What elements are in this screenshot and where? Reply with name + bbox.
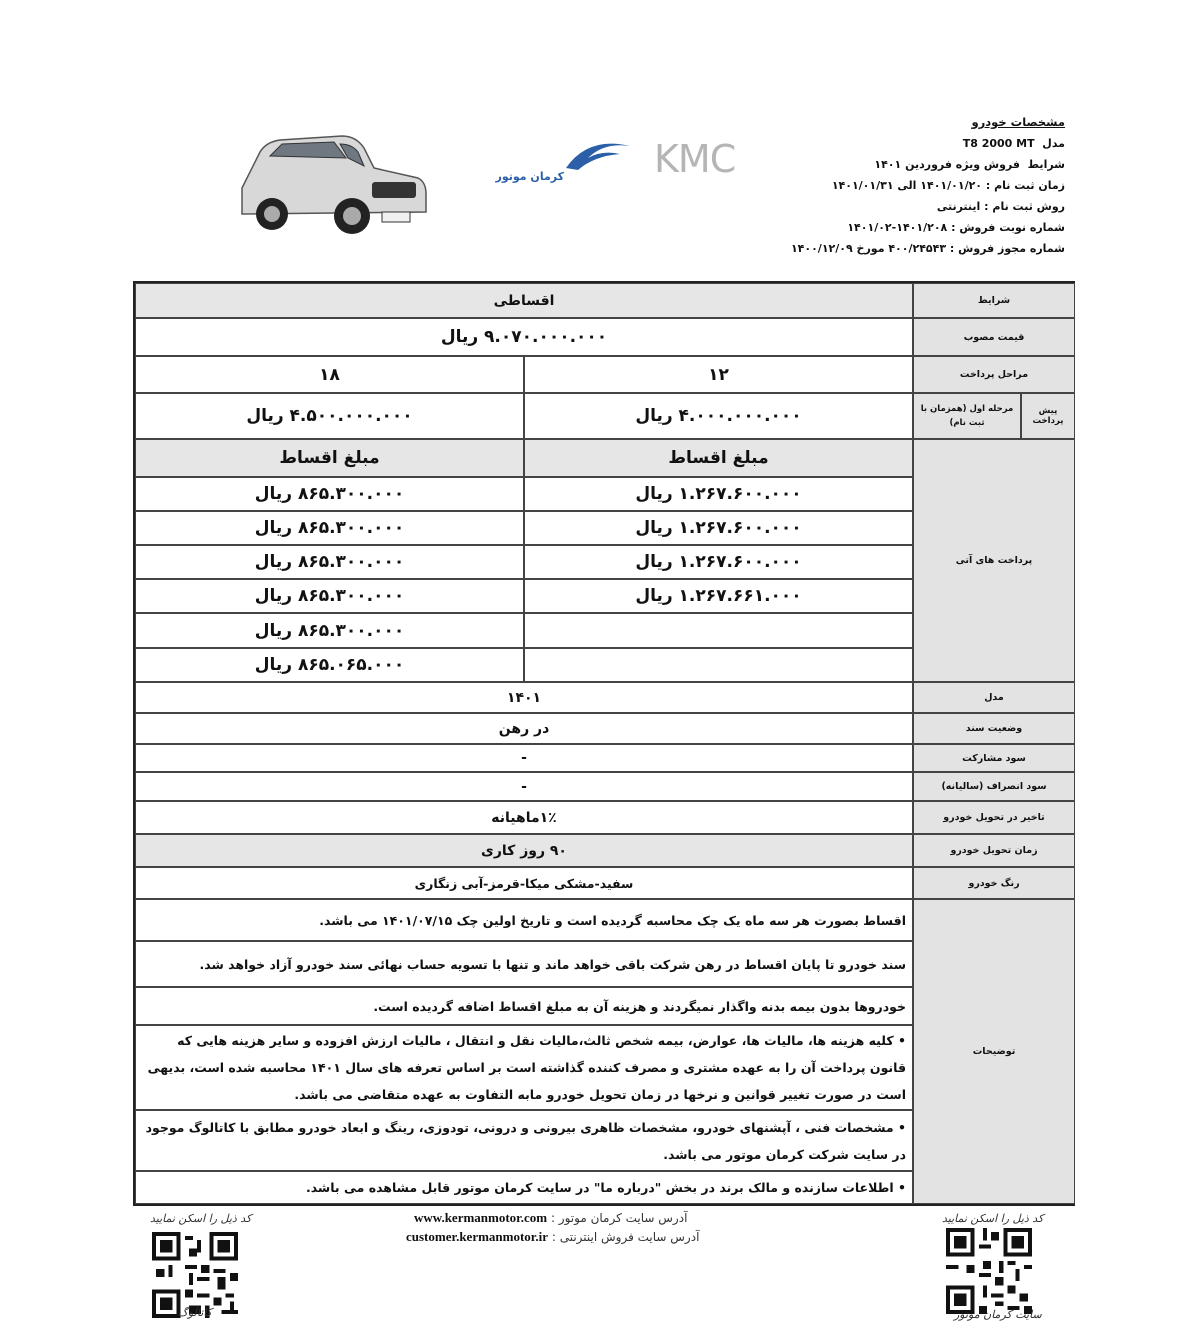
- label-delivery-time: زمان تحویل خودرو: [913, 834, 1075, 867]
- site-address-label: آدرس سایت کرمان موتور :: [550, 1211, 688, 1225]
- catalog-qr-caption: کاتالوگ: [178, 1306, 212, 1319]
- plan-12-installments-header: مبلغ اقساط: [524, 439, 913, 477]
- plan-18-installment-5: ۸۶۵.۳۰۰.۰۰۰ ریال: [135, 613, 524, 648]
- spec-permit-label: شماره مجوز فروش :: [949, 242, 1065, 255]
- plan-18-installment-2: ۸۶۵.۳۰۰.۰۰۰ ریال: [135, 511, 524, 545]
- specs-title: مشخصات خودرو: [971, 115, 1065, 129]
- plan-18-prepayment: ۴.۵۰۰.۰۰۰.۰۰۰ ریال: [135, 393, 524, 439]
- delivery-delay-value: ۱٪ماهیانه: [135, 801, 913, 834]
- spec-model: [745, 133, 1065, 154]
- label-approved-price: قیمت مصوب: [913, 318, 1075, 356]
- spec-conditions-value: فروش ویژه فروردین ۱۴۰۱: [874, 158, 1020, 171]
- website-qr-caption: سایت کرمان موتور: [954, 1308, 1042, 1321]
- spec-sale-turn-value: ۱۴۰۱/۲۰۸-۱۴۰۱/۰۲: [847, 221, 948, 234]
- note-6: • اطلاعات سازنده و مالک برند در بخش "درباره ما" در سایت کرمان موتور قابل مشاهده می باشد.: [135, 1171, 913, 1204]
- label-partnership-profit: سود مشارکت: [913, 744, 1075, 772]
- delivery-time-value: ۹۰ روز کاری: [135, 834, 913, 867]
- spec-permit: [745, 238, 1065, 259]
- site-url-link[interactable]: www.kermanmotor.com: [414, 1210, 548, 1225]
- plan-12-installment-6: [524, 648, 913, 682]
- spec-register-time-value: ۱۴۰۱/۰۱/۲۰ الی ۱۴۰۱/۰۱/۳۱: [831, 179, 983, 192]
- note-3: خودروها بدون بیمه بدنه واگذار نمیگردند و هزینه آن به مبلغ اقساط اضافه گردیده است.: [135, 987, 913, 1025]
- note-5: • مشخصات فنی ، آپشنهای خودرو، مشخصات ظاهری بیرونی و درونی، تودوزی، رینگ و ابعاد خودرو مطابق با کاتالوگ موجود در سایت شرکت کرمان موتور می باشد.: [135, 1110, 913, 1171]
- plan-12-installment-4: ۱.۲۶۷.۶۶۱.۰۰۰ ریال: [524, 579, 913, 613]
- plan-12-installment-5: [524, 613, 913, 648]
- plan-12-installment-2: ۱.۲۶۷.۶۰۰.۰۰۰ ریال: [524, 511, 913, 545]
- plan-12-installment-3: ۱.۲۶۷.۶۰۰.۰۰۰ ریال: [524, 545, 913, 579]
- condition-value: اقساطی: [135, 283, 913, 318]
- sales-address-label: آدرس سایت فروش اینترنتی :: [551, 1230, 700, 1244]
- sales-url-link[interactable]: customer.kermanmotor.ir: [406, 1229, 549, 1244]
- spec-register-time: [745, 175, 1065, 196]
- website-qr-code[interactable]: [946, 1228, 1032, 1314]
- plan-18-installments-header: مبلغ اقساط: [135, 439, 524, 477]
- plan-18-installment-1: ۸۶۵.۳۰۰.۰۰۰ ریال: [135, 477, 524, 511]
- pickup-truck-image: [222, 122, 432, 240]
- partnership-profit-value: -: [135, 744, 913, 772]
- label-first-stage: مرحله اول (همزمان با ثبت نام): [913, 393, 1021, 439]
- label-conditions: شرایط: [913, 283, 1075, 318]
- installment-table: [133, 281, 1075, 1206]
- cancellation-profit-value: -: [135, 772, 913, 801]
- spec-conditions-label: شرایط: [1027, 158, 1065, 171]
- note-1: اقساط بصورت هر سه ماه یک چک محاسبه گردیده است و تاریخ اولین چک ۱۴۰۱/۰۷/۱۵ می باشد.: [135, 899, 913, 941]
- label-delivery-delay: تاخیر در تحویل خودرو: [913, 801, 1075, 834]
- spec-register-method-label: روش ثبت نام :: [984, 200, 1065, 213]
- spec-model-value: T8 2000 MT: [962, 137, 1035, 150]
- spec-conditions: [745, 154, 1065, 175]
- car-specs-block: [745, 112, 1065, 259]
- label-prepayment: پیش پرداخت: [1021, 393, 1075, 439]
- car-color-value: سفید-مشکی میکا-قرمز-آبی زنگاری: [135, 867, 913, 899]
- spec-permit-value: ۴۰۰/۲۴۵۴۳ مورخ ۱۴۰۰/۱۲/۰۹: [790, 242, 947, 255]
- spec-sale-turn-label: شماره نوبت فروش :: [951, 221, 1065, 234]
- spec-sale-turn: [745, 217, 1065, 238]
- label-notes: توضیحات: [913, 899, 1075, 1204]
- plan-12-installment-1: ۱.۲۶۷.۶۰۰.۰۰۰ ریال: [524, 477, 913, 511]
- plan-12-months: ۱۲: [524, 356, 913, 393]
- plan-18-installment-6: ۸۶۵.۰۶۵.۰۰۰ ریال: [135, 648, 524, 682]
- note-2: سند خودرو تا پایان اقساط در رهن شرکت باقی خواهد ماند و تنها با تسویه حساب نهائی سند خودرو آزاد خواهد شد.: [135, 941, 913, 987]
- sales-address-line: [406, 1229, 699, 1245]
- label-payment-stages: مراحل پرداخت: [913, 356, 1075, 393]
- document-status-value: در رهن: [135, 713, 913, 744]
- plan-18-installment-3: ۸۶۵.۳۰۰.۰۰۰ ریال: [135, 545, 524, 579]
- spec-model-label: مدل: [1042, 137, 1065, 150]
- label-cancellation-profit: سود انصراف (سالیانه): [913, 772, 1075, 801]
- spec-register-method: [745, 196, 1065, 217]
- site-address-line: [414, 1210, 687, 1226]
- kmc-logo-fa: کرمان موتور: [495, 170, 564, 183]
- scan-instruction-right: کد ذیل را اسکن نمایید: [942, 1212, 1044, 1225]
- label-car-color: رنگ خودرو: [913, 867, 1075, 899]
- label-document-status: وضعیت سند: [913, 713, 1075, 744]
- note-4: • کلیه هزینه ها، مالیات ها، عوارض، بیمه شخص ثالث،مالیات نقل و انتقال ، مالیات ارزش افزوده و سایر هزینه هایی که قانون پرداخت آن را به عهده مشتری و مصرف کننده گذاشته است بر اساس تعرفه های سال ۱۴۰۱ محاسبه شده است، بدیهی است در صورت تغییر قوانین و نرخها در زمان تحویل خودرو مابه التفاوت به عهده متقاضی می باشد.: [135, 1025, 913, 1110]
- kmc-logo-text: KMC: [654, 137, 736, 181]
- model-value: ۱۴۰۱: [135, 682, 913, 713]
- label-future-payments: پرداخت های آتی: [913, 439, 1075, 682]
- scan-instruction-left: کد ذیل را اسکن نمایید: [150, 1212, 252, 1225]
- plan-18-months: ۱۸: [135, 356, 524, 393]
- plan-18-installment-4: ۸۶۵.۳۰۰.۰۰۰ ریال: [135, 579, 524, 613]
- spec-register-method-value: اینترنتی: [936, 200, 981, 213]
- label-model: مدل: [913, 682, 1075, 713]
- plan-12-prepayment: ۴.۰۰۰.۰۰۰.۰۰۰ ریال: [524, 393, 913, 439]
- kmc-logo: [495, 128, 738, 184]
- spec-register-time-label: زمان ثبت نام :: [985, 179, 1065, 192]
- approved-price-value: ۹.۰۷۰.۰۰۰.۰۰۰ ریال: [135, 318, 913, 356]
